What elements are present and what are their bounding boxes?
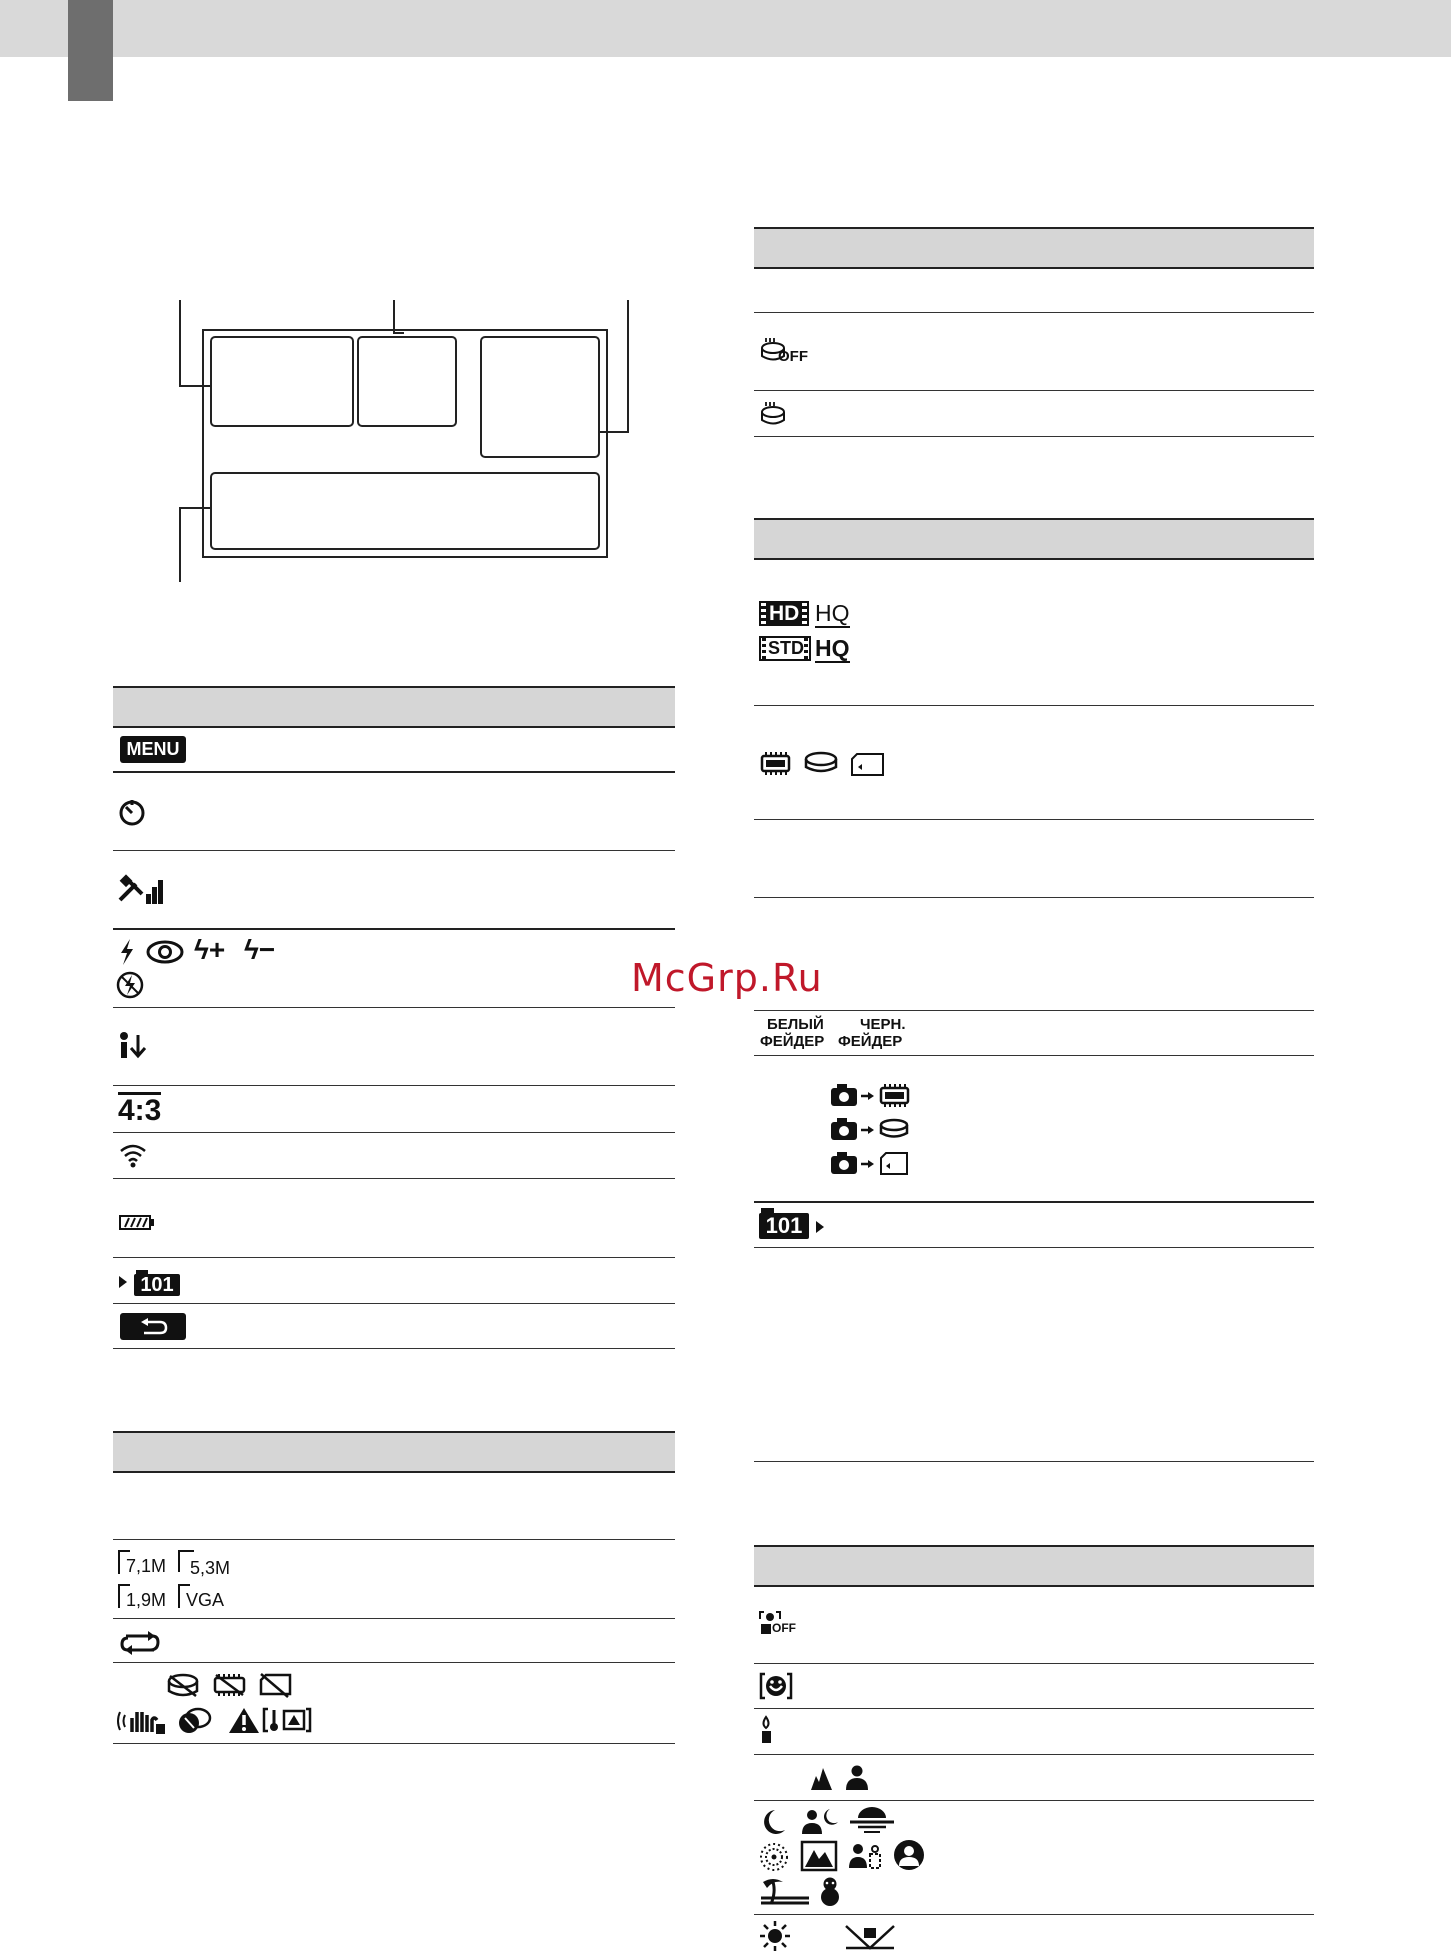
left-row-divider (113, 1743, 675, 1744)
media-warning-icon (176, 1706, 214, 1736)
flash-level-minus-icon: ϟ− (244, 934, 276, 965)
aspect-ratio-icon: 4:3 (118, 1094, 162, 1127)
left-row-divider (113, 1085, 675, 1086)
low-light-candle-icon (759, 1715, 775, 1745)
left-table-2-header (113, 1431, 675, 1473)
right-row-divider (754, 1055, 1314, 1056)
play-arrow-icon (118, 1275, 128, 1289)
right-row-divider (754, 312, 1314, 313)
portrait-person-icon (844, 1764, 870, 1792)
right-row-divider (754, 819, 1314, 820)
hard-disk-icon (803, 750, 839, 778)
right-row-divider (754, 1201, 1314, 1203)
menu-button-icon: MENU (120, 736, 186, 763)
left-table-1-header (113, 686, 675, 728)
flash-level-plus-icon: ϟ+ (194, 934, 226, 965)
night-portrait-icon (800, 1806, 840, 1836)
left-row-divider (113, 1662, 675, 1663)
backlight-sun-icon (759, 1920, 791, 1952)
right-row-divider (754, 1754, 1314, 1755)
landscape-mountain-icon (810, 1764, 834, 1792)
left-row-divider (113, 928, 675, 930)
right-row-divider (754, 1010, 1314, 1011)
flash-icon (118, 938, 136, 966)
right-row-divider (754, 705, 1314, 706)
left-row-divider (113, 1178, 675, 1179)
right-table-3-header (754, 1545, 1314, 1587)
wireless-icon (118, 1142, 148, 1168)
mic-level-icon (118, 1031, 148, 1061)
hd-quality-hq-icon: HQ (815, 600, 850, 626)
hdd-error-icon (166, 1672, 200, 1700)
left-row-divider (113, 771, 675, 773)
right-row-divider (754, 1708, 1314, 1709)
tele-macro-icon (844, 1922, 896, 1950)
right-row-divider (754, 390, 1314, 391)
gps-signal-icon (118, 874, 166, 906)
right-row-divider (754, 1247, 1314, 1248)
red-eye-reduction-icon (146, 940, 184, 964)
left-row-divider (113, 1348, 675, 1349)
battery-icon (119, 1214, 155, 1232)
left-row-divider (113, 1257, 675, 1258)
night-scene-moon-icon (759, 1808, 787, 1838)
landscape-frame-icon (800, 1840, 838, 1872)
std-quality-hq-icon: HQ (815, 635, 850, 661)
right-table-2-header (754, 518, 1314, 560)
left-row-divider (113, 1303, 675, 1304)
right-row-divider (754, 436, 1314, 437)
beach-icon (759, 1876, 811, 1906)
snow-icon (816, 1876, 844, 1906)
left-row-divider (113, 1539, 675, 1540)
temperature-warning-icon (262, 1706, 312, 1734)
watermark-text: McGrp.Ru (631, 956, 823, 1000)
left-row-divider (113, 1132, 675, 1133)
flash-off-icon (116, 971, 146, 1001)
right-row-divider (754, 1800, 1314, 1801)
self-timer-icon (118, 797, 148, 827)
memory-error-icon (212, 1672, 248, 1698)
smile-shutter-icon (759, 1672, 793, 1700)
right-row-divider (754, 1461, 1314, 1462)
diagram-callout-lines (0, 0, 700, 600)
sunset-icon (848, 1806, 896, 1836)
play-arrow-icon (815, 1220, 825, 1234)
left-row-divider (113, 1618, 675, 1619)
left-row-divider (113, 850, 675, 851)
right-row-divider (754, 897, 1314, 898)
camera-shake-warning-icon (116, 1706, 168, 1736)
folder-number-icon: 101 (134, 1274, 180, 1296)
right-table-1-header (754, 227, 1314, 269)
right-row-divider (754, 1914, 1314, 1915)
internal-memory-icon (760, 750, 792, 778)
spotlight-icon (892, 1838, 926, 1872)
repeat-play-icon (118, 1628, 162, 1656)
folder-number-icon: 101 (759, 1213, 809, 1239)
spotlight-portrait-icon (848, 1840, 882, 1872)
warning-triangle-icon (228, 1706, 262, 1734)
memory-card-icon (850, 752, 886, 778)
left-row-divider (113, 1007, 675, 1008)
hdd-protection-icon (760, 400, 788, 428)
right-row-divider (754, 1663, 1314, 1664)
memory-card-error-icon (258, 1672, 294, 1698)
fireworks-icon (759, 1842, 789, 1872)
return-button-icon (120, 1313, 186, 1340)
